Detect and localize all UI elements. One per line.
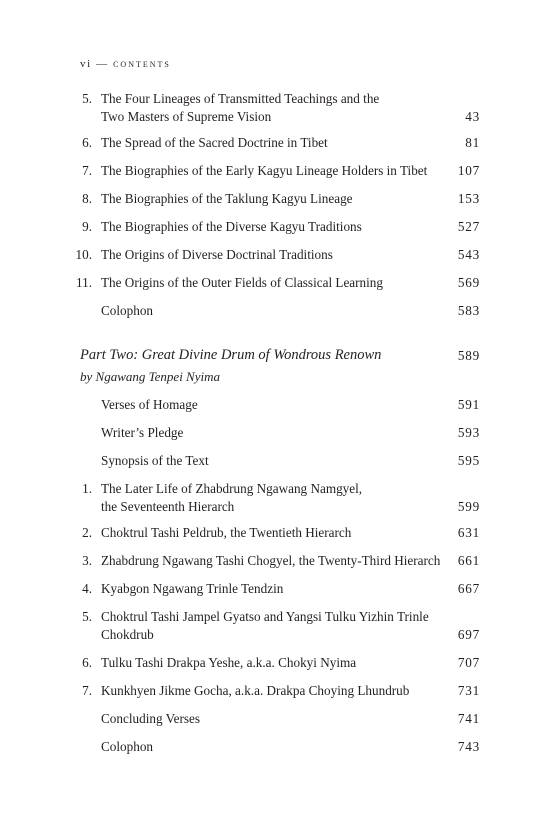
entry-page-number: 527 [457, 219, 480, 234]
entry-page-number: 661 [457, 553, 480, 568]
entry-title: The Later Life of Zhabdrung Ngawang Namgyel, the Seventeenth Hierarch [101, 481, 363, 514]
entry-page-number: 667 [457, 581, 480, 596]
entry-page-number: 593 [457, 425, 480, 440]
entry-number: 8. [82, 191, 92, 206]
entry-title: Verses of Homage [101, 397, 198, 412]
entry-page-number: 599 [457, 499, 480, 514]
entry-page-number: 743 [457, 739, 480, 754]
entry-page-number: 591 [457, 397, 480, 412]
entry-title: The Four Lineages of Transmitted Teachings and the Two Masters of Supreme Vision [101, 91, 380, 124]
folio: vi [80, 58, 92, 70]
part-two-byline: by Ngawang Tenpei Nyima [80, 369, 220, 384]
separator: — [96, 58, 109, 70]
entry-title: Kyabgon Ngawang Trinle Tendzin [101, 581, 284, 596]
entry-number: 10. [75, 247, 92, 262]
entry-number: 6. [82, 655, 92, 670]
entry-title: Colophon [101, 739, 154, 754]
entry-page-number: 543 [457, 247, 480, 262]
entry-title: Choktrul Tashi Peldrub, the Twentieth Hierarch [101, 525, 352, 540]
part-two-page: 589 [457, 348, 480, 363]
entry-page-number: 107 [457, 163, 480, 178]
entry-title: Choktrul Tashi Jampel Gyatso and Yangsi Tulku Yizhin Trinle Chokdrub [101, 609, 429, 642]
entry-title: The Biographies of the Early Kagyu Lineage Holders in Tibet [101, 163, 428, 178]
entry-title: The Biographies of the Diverse Kagyu Traditions [101, 219, 362, 234]
entry-number: 5. [82, 609, 92, 624]
entry-page-number: 631 [457, 525, 480, 540]
part-two-title: Part Two: Great Divine Drum of Wondrous Renown [80, 347, 382, 363]
entry-title: Synopsis of the Text [101, 453, 209, 468]
entry-number: 7. [82, 163, 92, 178]
entry-title: Writer’s Pledge [101, 425, 184, 440]
entry-number: 5. [82, 91, 92, 106]
entry-title: The Origins of Diverse Doctrinal Traditions [101, 247, 333, 262]
entry-title: Colophon [101, 303, 154, 318]
entry-page-number: 43 [465, 109, 480, 124]
entry-title: The Spread of the Sacred Doctrine in Tibet [101, 135, 328, 150]
entry-number: 3. [82, 553, 92, 568]
entry-page-number: 569 [457, 275, 480, 290]
entry-page-number: 741 [457, 711, 480, 726]
entry-title: Kunkhyen Jikme Gocha, a.k.a. Drakpa Choying Lhundrub [101, 683, 410, 698]
entry-number: 4. [82, 581, 92, 596]
entry-page-number: 697 [457, 627, 480, 642]
entry-page-number: 81 [465, 135, 480, 150]
entry-number: 9. [82, 219, 92, 234]
entry-title: Zhabdrung Ngawang Tashi Chogyel, the Twenty-Third Hierarch [101, 553, 441, 568]
entry-page-number: 583 [457, 303, 480, 318]
entry-page-number: 731 [457, 683, 480, 698]
entry-title: The Biographies of the Taklung Kagyu Lineage [101, 191, 353, 206]
entry-page-number: 595 [457, 453, 480, 468]
entry-title: The Origins of the Outer Fields of Classical Learning [101, 275, 383, 290]
entry-number: 1. [82, 481, 92, 496]
entry-title: Tulku Tashi Drakpa Yeshe, a.k.a. Chokyi Nyima [101, 655, 357, 670]
entry-page-number: 153 [457, 191, 480, 206]
entry-page-number: 707 [457, 655, 480, 670]
entry-title: Concluding Verses [101, 711, 201, 726]
entry-number: 7. [82, 683, 92, 698]
running-head [80, 58, 171, 70]
running-head-label: contents [113, 58, 171, 70]
entry-number: 6. [82, 135, 92, 150]
entry-number: 11. [76, 275, 92, 290]
entry-number: 2. [82, 525, 92, 540]
